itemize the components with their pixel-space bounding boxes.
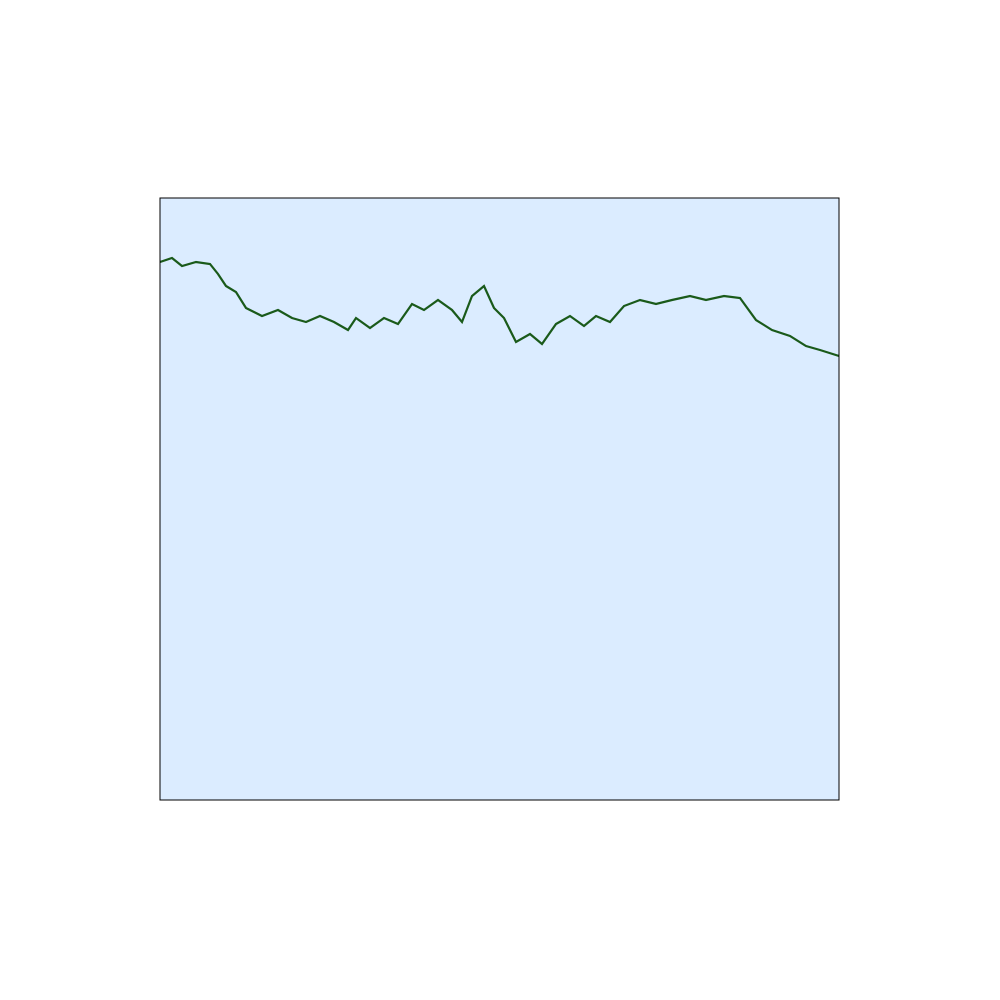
map-area [160,198,839,800]
